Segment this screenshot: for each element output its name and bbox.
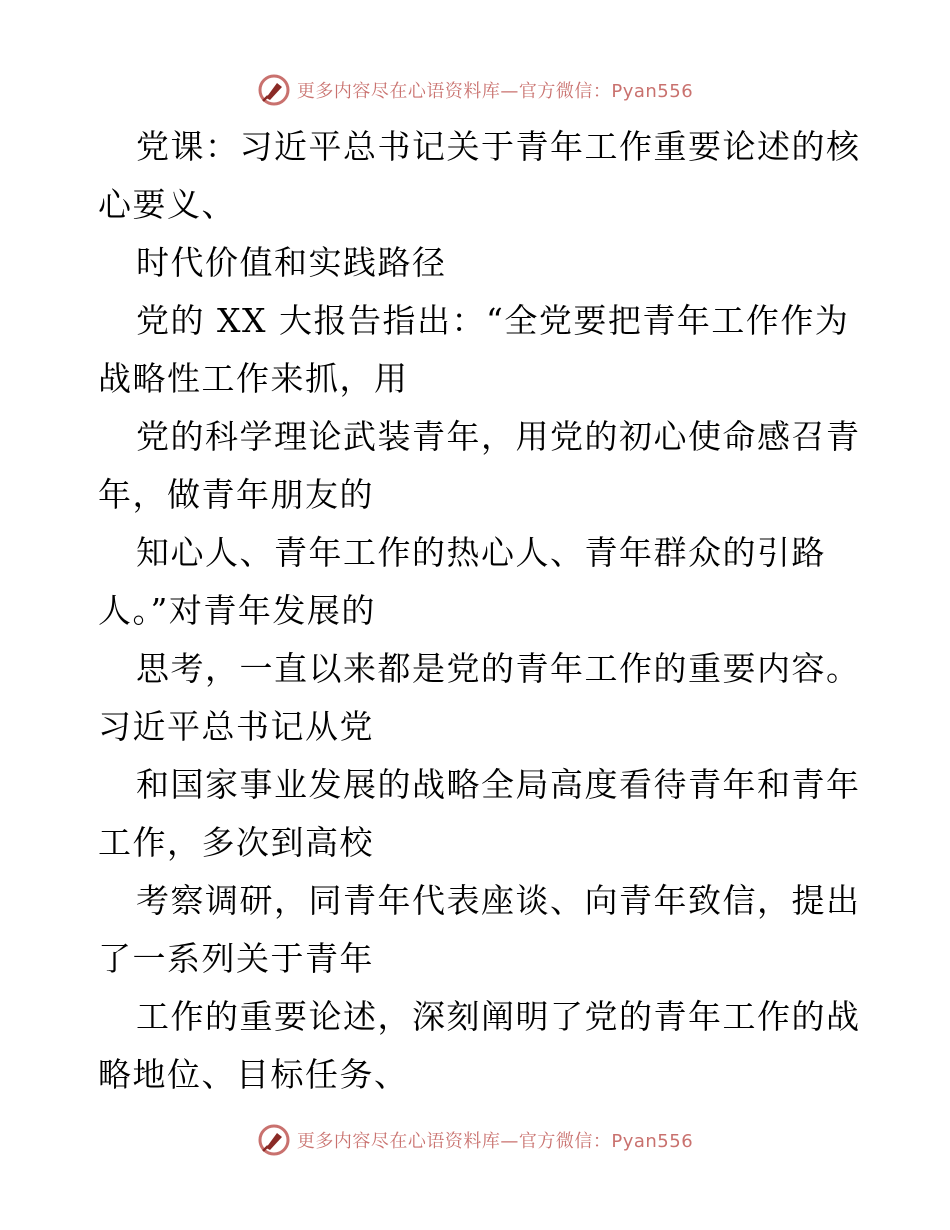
text-line: 党课：习近平总书记关于青年工作重要论述的核 [136,127,861,166]
text-line: 了一系列关于青年 [98,939,374,978]
text-line: 略地位、目标任务、 [98,1055,409,1094]
text-line: 习近平总书记从党 [98,707,374,746]
footer-watermark [0,1120,950,1160]
text-line: 人。”对青年发展的 [98,591,376,630]
text-line: 考察调研，同青年代表座谈、向青年致信，提出 [136,881,861,920]
text-line: 党的科学理论武装青年，用党的初心使命感召青 [136,417,861,456]
text-line: 时代价值和实践路径 [136,243,447,282]
text-line: 工作，多次到高校 [98,823,374,862]
text-line: 心要义、 [98,185,236,224]
text-line: 知心人、青年工作的热心人、青年群众的引路 [136,533,826,572]
watermark-text: 更多内容尽在心语资料库—官方微信：Pyan556 [296,1131,694,1152]
pen-nib-circle-icon [257,73,291,107]
text-line: 党的 XX 大报告指出：“全党要把青年工作作为 [136,301,850,340]
text-line: 工作的重要论述，深刻阐明了党的青年工作的战 [136,997,861,1036]
text-line: 年，做青年朋友的 [98,475,374,514]
text-line: 和国家事业发展的战略全局高度看待青年和青年 [136,765,861,804]
text-line: 战略性工作来抓，用 [98,359,409,398]
text-line: 思考，一直以来都是党的青年工作的重要内容。 [136,649,861,688]
pen-nib-circle-icon [257,1123,291,1157]
watermark-text: 更多内容尽在心语资料库—官方微信：Pyan556 [296,81,694,102]
document-body [98,118,861,1104]
header-watermark [0,70,950,110]
